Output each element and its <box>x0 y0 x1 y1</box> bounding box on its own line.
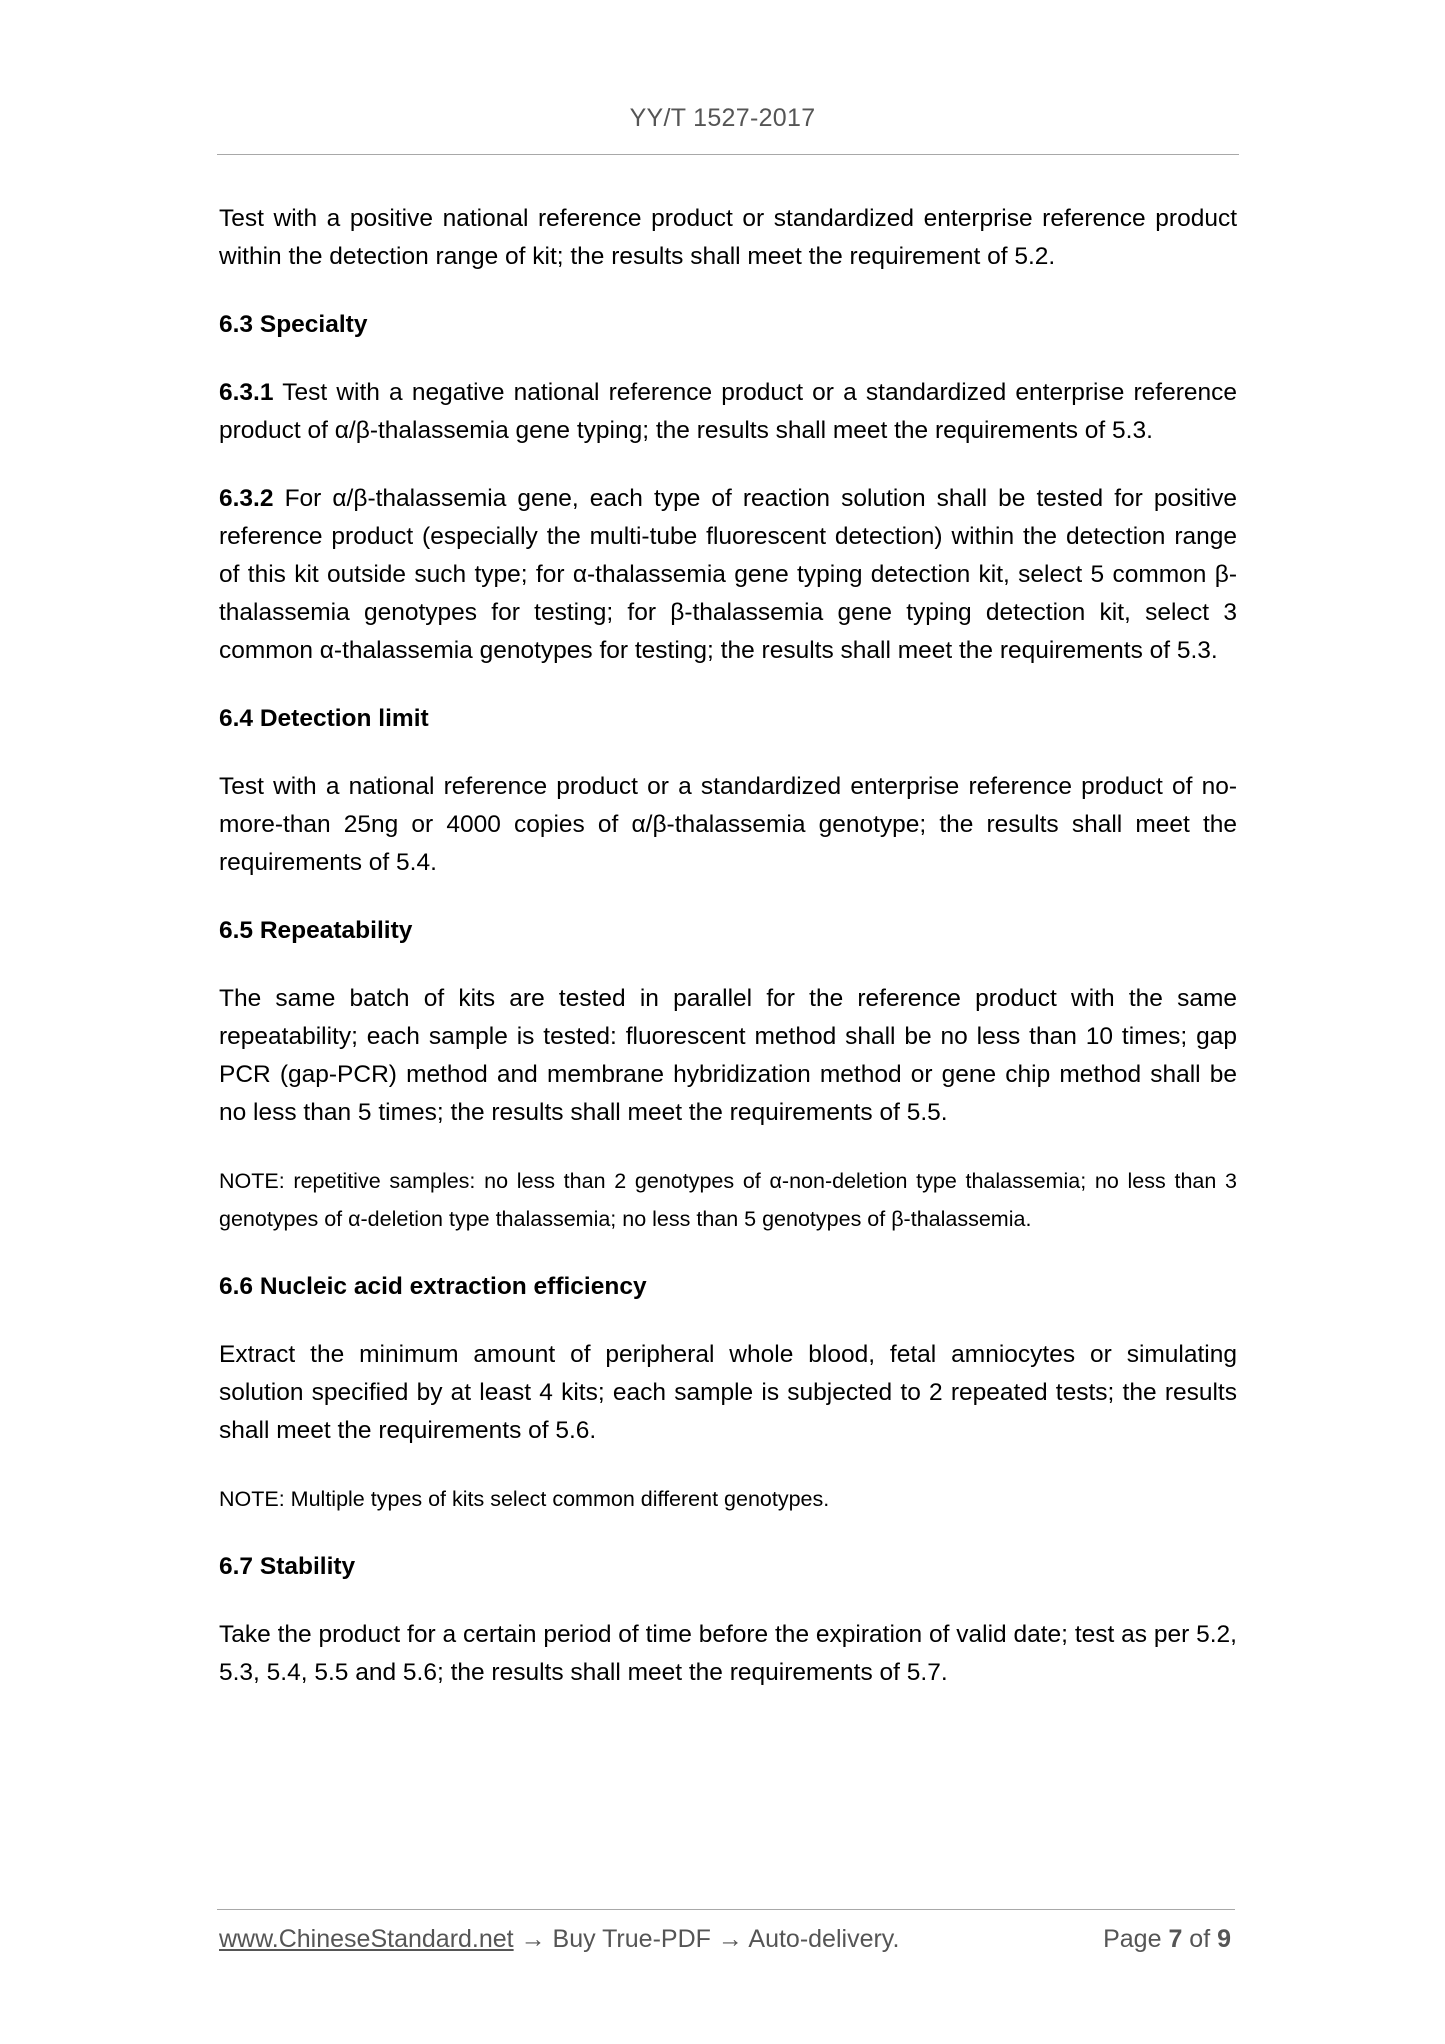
clause-number-6-3-2: 6.3.2 <box>219 485 274 512</box>
paragraph-6-5: The same batch of kits are tested in parallel for the reference product with the same repeatability; each sample is tested: fluorescent method shall be no less than 10 times; gap PCR (gap-PCR) method and membrane hybridization method or gene chip method shall be no less than 5 times; the results shall meet the requirements of 5.5. <box>219 985 1237 1126</box>
clause-text-6-3-1: Test with a negative national reference product or a standardized enterprise reference product of α/β-thalassemia gene typing; the results shall meet the requirements of 5.3. <box>219 379 1237 444</box>
footer-promo <box>219 1925 899 1954</box>
footer-tagline: → Buy True-PDF → Auto-delivery. <box>513 1925 900 1953</box>
clause-6-3-2 <box>219 480 1237 670</box>
document-body <box>219 200 1237 1692</box>
heading-6-6: 6.6 Nucleic acid extraction efficiency <box>219 1273 647 1300</box>
heading-6-5: 6.5 Repeatability <box>219 917 413 944</box>
heading-6-7: 6.7 Stability <box>219 1553 356 1580</box>
clause-text-6-3-2: For α/β-thalassemia gene, each type of reaction solution shall be tested for positive reference product (especially the multi-tube fluorescent detection) within the detection range of this kit outside such type; for α-thalassemia gene typing detection kit, select 5 common β-thalassemia genotypes for testing; for β-thalassemia gene typing detection kit, select 3 common α-thalassemia genotypes for testing; the results shall meet the requirements of 5.3. <box>219 485 1237 664</box>
of-label: of <box>1182 1925 1218 1953</box>
intro-paragraph: Test with a positive national reference product or standardized enterprise reference product within the detection range of kit; the results shall meet the requirement of 5.2. <box>219 205 1237 270</box>
note-6-5: NOTE: repetitive samples: no less than 2 genotypes of α-non-deletion type thalassemia; no less than 3 genotypes of α-deletion type thalassemia; no less than 5 genotypes of β-thalassemia. <box>219 1169 1237 1231</box>
clause-number-6-3-1: 6.3.1 <box>219 379 274 406</box>
heading-6-3: 6.3 Specialty <box>219 311 368 338</box>
page-footer <box>219 1925 1231 1965</box>
page-label: Page <box>1103 1925 1169 1953</box>
clause-6-3-1 <box>219 374 1237 450</box>
heading-6-4: 6.4 Detection limit <box>219 705 429 732</box>
footer-divider <box>217 1909 1235 1910</box>
chinesestandard-link[interactable]: www.ChineseStandard.net <box>219 1925 514 1953</box>
total-page-number: 9 <box>1217 1925 1231 1953</box>
page-header-standard-code: YY/T 1527-2017 <box>629 104 816 132</box>
paragraph-6-6: Extract the minimum amount of peripheral whole blood, fetal amniocytes or simulating solution specified by at least 4 kits; each sample is subjected to 2 repeated tests; the results shall meet the requirements of 5.6. <box>219 1341 1237 1444</box>
paragraph-6-4: Test with a national reference product or a standardized enterprise reference product of no-more-than 25ng or 4000 copies of α/β-thalassemia genotype; the results shall meet the requirements of 5.4. <box>219 773 1237 876</box>
page-indicator <box>1103 1925 1231 1954</box>
paragraph-6-7: Take the product for a certain period of time before the expiration of valid date; test as per 5.2, 5.3, 5.4, 5.5 and 5.6; the results shall meet the requirements of 5.7. <box>219 1621 1237 1686</box>
current-page-number: 7 <box>1168 1925 1183 1953</box>
note-6-6: NOTE: Multiple types of kits select common different genotypes. <box>219 1487 830 1511</box>
header-divider <box>217 154 1239 155</box>
